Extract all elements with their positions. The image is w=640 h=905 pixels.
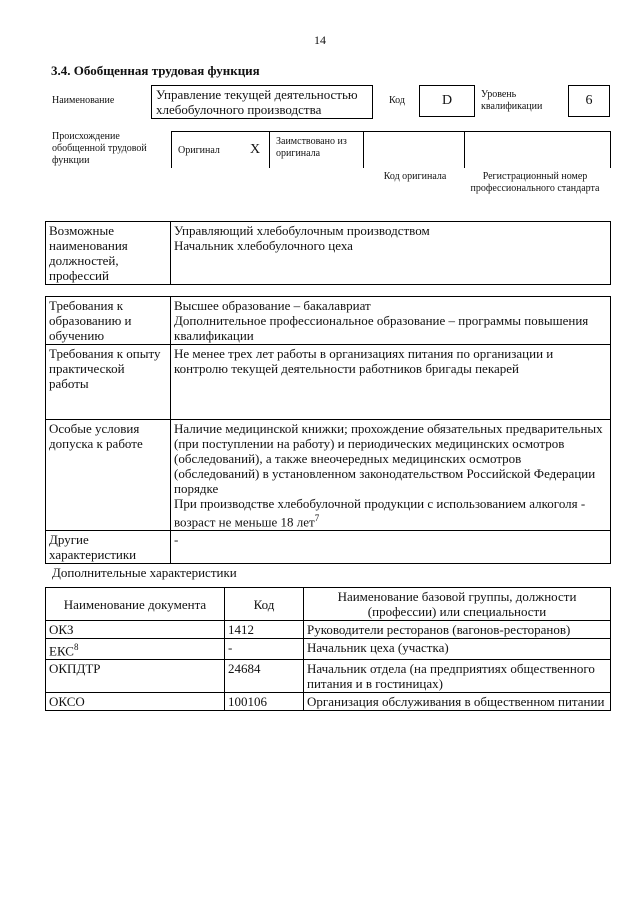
positions-label: Возможные наименования должностей, профессий bbox=[46, 222, 171, 285]
section-title: 3.4. Обобщенная трудовая функция bbox=[51, 63, 260, 78]
position-item: Управляющий хлебобулочным производством bbox=[174, 223, 430, 238]
name-cell: Руководители ресторанов (вагонов-ресторанов) bbox=[304, 621, 611, 639]
code-cell: 24684 bbox=[225, 660, 304, 693]
doc-cell: ОКЗ bbox=[46, 621, 225, 639]
borrowed-label: Заимствовано из оригинала bbox=[276, 136, 347, 159]
page-number: 14 bbox=[314, 33, 326, 47]
col-header-name: Наименование базовой группы, должности (профессии) или специальности bbox=[304, 588, 611, 621]
origin-label: Происхождение обобщенной трудовой функции bbox=[52, 131, 147, 166]
doc-cell: ОКПДТР bbox=[46, 660, 225, 693]
requirement-line: Наличие медицинской книжки; прохождение обязательных предварительных (при поступлении на работу) и периодических медицинских осмотров (обследований), а также внеочередных медицинских осмотров (обследований) в установленном законодательством Российской Федерации порядке bbox=[174, 421, 603, 496]
code-label: Код bbox=[389, 95, 405, 106]
doc-cell: ОКСО bbox=[46, 693, 225, 711]
code-cell: 100106 bbox=[225, 693, 304, 711]
requirement-line bbox=[174, 496, 607, 529]
code-value: D bbox=[419, 85, 475, 117]
table-row bbox=[46, 693, 611, 711]
requirement-line: Высшее образование – бакалавриат bbox=[174, 298, 371, 313]
reg-number-caption: Регистрационный номер профессионального стандарта bbox=[470, 171, 600, 194]
table-row bbox=[46, 639, 611, 660]
level-value: 6 bbox=[568, 85, 610, 117]
footnote-marker: 8 bbox=[73, 642, 79, 652]
requirements-table bbox=[45, 296, 611, 564]
table-row bbox=[46, 660, 611, 693]
position-item: Начальник хлебобулочного цеха bbox=[174, 238, 353, 253]
footnote-marker: 7 bbox=[314, 513, 320, 523]
positions-values bbox=[171, 222, 611, 285]
special-conditions-label: Особые условия допуска к работе bbox=[46, 420, 171, 531]
code-cell: - bbox=[225, 639, 304, 660]
other-label: Другие характеристики bbox=[46, 531, 171, 564]
level-label: Уровень квалификации bbox=[481, 89, 543, 112]
original-mark: X bbox=[250, 142, 261, 157]
age-requirement: При производстве хлебобулочной продукции с использованием алкоголя - возраст не меньше 18 лет bbox=[174, 496, 586, 530]
name-cell: Начальник отдела (на предприятиях общественного питания и в гостиницах) bbox=[304, 660, 611, 693]
col-header-code: Код bbox=[225, 588, 304, 621]
additional-table bbox=[45, 587, 611, 711]
education-value bbox=[171, 297, 611, 345]
positions-table bbox=[45, 221, 611, 285]
experience-value: Не менее трех лет работы в организациях питания по организации и контролю текущей деятельности работников бригады пекарей bbox=[171, 345, 611, 420]
col-header-doc: Наименование документа bbox=[46, 588, 225, 621]
original-label: Оригинал bbox=[178, 145, 220, 156]
other-value: - bbox=[171, 531, 611, 564]
table-row bbox=[46, 621, 611, 639]
name-value: Управление текущей деятельностью хлебобулочного производства bbox=[151, 85, 373, 119]
name-cell: Организация обслуживания в общественном питании bbox=[304, 693, 611, 711]
code-cell: 1412 bbox=[225, 621, 304, 639]
additional-title: Дополнительные характеристики bbox=[52, 565, 237, 580]
origin-row bbox=[171, 131, 611, 168]
education-label: Требования к образованию и обучению bbox=[46, 297, 171, 345]
name-cell: Начальник цеха (участка) bbox=[304, 639, 611, 660]
name-label: Наименование bbox=[52, 95, 115, 106]
doc-cell: ЕКС$^8$ bbox=[46, 639, 225, 660]
requirement-line: Дополнительное профессиональное образование – программы повышения квалификации bbox=[174, 313, 589, 343]
special-conditions-value bbox=[171, 420, 611, 531]
experience-label: Требования к опыту практической работы bbox=[46, 345, 171, 420]
code-original-caption: Код оригинала bbox=[383, 171, 447, 182]
